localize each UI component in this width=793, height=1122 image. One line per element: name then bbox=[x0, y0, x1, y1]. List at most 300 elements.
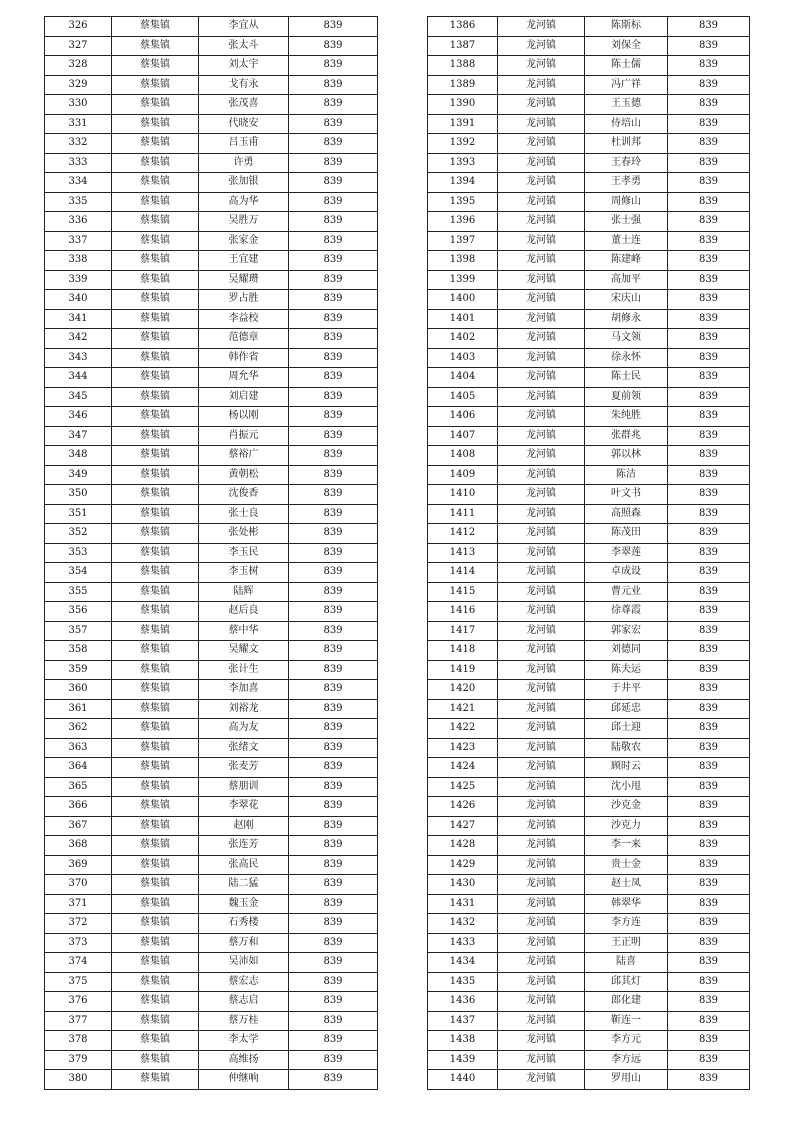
town-name-cell: 龙河镇 bbox=[498, 465, 585, 485]
table-row bbox=[428, 992, 750, 1012]
amount-cell: 839 bbox=[289, 192, 378, 212]
row-number-cell: 333 bbox=[45, 153, 112, 173]
person-name-cell: 李益校 bbox=[199, 309, 289, 329]
amount-cell: 839 bbox=[668, 738, 750, 758]
person-name-cell: 蔡万和 bbox=[199, 933, 289, 953]
town-name-cell: 龙河镇 bbox=[498, 407, 585, 427]
amount-cell: 839 bbox=[289, 777, 378, 797]
row-number-cell: 1437 bbox=[428, 1011, 498, 1031]
table-row bbox=[428, 504, 750, 524]
table-row bbox=[428, 231, 750, 251]
town-name-cell: 龙河镇 bbox=[498, 797, 585, 817]
row-number-cell: 1427 bbox=[428, 816, 498, 836]
person-name-cell: 张茂喜 bbox=[199, 95, 289, 115]
amount-cell: 839 bbox=[289, 95, 378, 115]
person-name-cell: 张高民 bbox=[199, 855, 289, 875]
amount-cell: 839 bbox=[289, 797, 378, 817]
row-number-cell: 380 bbox=[45, 1070, 112, 1090]
amount-cell: 839 bbox=[668, 719, 750, 739]
town-name-cell: 龙河镇 bbox=[498, 192, 585, 212]
amount-cell: 839 bbox=[289, 173, 378, 193]
table-row bbox=[45, 114, 378, 134]
town-name-cell: 蔡集镇 bbox=[112, 504, 199, 524]
table-row bbox=[45, 816, 378, 836]
town-name-cell: 蔡集镇 bbox=[112, 933, 199, 953]
row-number-cell: 358 bbox=[45, 641, 112, 661]
row-number-cell: 337 bbox=[45, 231, 112, 251]
table-row bbox=[45, 602, 378, 622]
person-name-cell: 于井平 bbox=[585, 680, 668, 700]
town-name-cell: 龙河镇 bbox=[498, 777, 585, 797]
row-number-cell: 341 bbox=[45, 309, 112, 329]
town-name-cell: 蔡集镇 bbox=[112, 582, 199, 602]
table-row bbox=[45, 368, 378, 388]
row-number-cell: 1422 bbox=[428, 719, 498, 739]
person-name-cell: 吴耀文 bbox=[199, 641, 289, 661]
amount-cell: 839 bbox=[289, 270, 378, 290]
row-number-cell: 1432 bbox=[428, 914, 498, 934]
person-name-cell: 王春玲 bbox=[585, 153, 668, 173]
person-name-cell: 罗占胜 bbox=[199, 290, 289, 310]
amount-cell: 839 bbox=[289, 329, 378, 349]
person-name-cell: 赵士凤 bbox=[585, 875, 668, 895]
amount-cell: 839 bbox=[289, 56, 378, 76]
table-row bbox=[428, 407, 750, 427]
town-name-cell: 龙河镇 bbox=[498, 524, 585, 544]
town-name-cell: 龙河镇 bbox=[498, 485, 585, 505]
table-row bbox=[428, 719, 750, 739]
row-number-cell: 1418 bbox=[428, 641, 498, 661]
table-row bbox=[428, 368, 750, 388]
table-row bbox=[45, 563, 378, 583]
table-row bbox=[428, 95, 750, 115]
town-name-cell: 龙河镇 bbox=[498, 621, 585, 641]
town-name-cell: 龙河镇 bbox=[498, 446, 585, 466]
table-row bbox=[45, 933, 378, 953]
row-number-cell: 1421 bbox=[428, 699, 498, 719]
town-name-cell: 蔡集镇 bbox=[112, 1011, 199, 1031]
person-name-cell: 蔡志启 bbox=[199, 992, 289, 1012]
person-name-cell: 郭家宏 bbox=[585, 621, 668, 641]
town-name-cell: 蔡集镇 bbox=[112, 797, 199, 817]
person-name-cell: 陈士民 bbox=[585, 368, 668, 388]
table-row bbox=[428, 134, 750, 154]
row-number-cell: 367 bbox=[45, 816, 112, 836]
table-row bbox=[428, 836, 750, 856]
table-row bbox=[45, 426, 378, 446]
table-row bbox=[45, 543, 378, 563]
row-number-cell: 346 bbox=[45, 407, 112, 427]
person-name-cell: 邱延忠 bbox=[585, 699, 668, 719]
person-name-cell: 肖振元 bbox=[199, 426, 289, 446]
town-name-cell: 龙河镇 bbox=[498, 816, 585, 836]
table-row bbox=[428, 17, 750, 37]
table-row bbox=[45, 875, 378, 895]
person-name-cell: 夏前领 bbox=[585, 387, 668, 407]
row-number-cell: 1411 bbox=[428, 504, 498, 524]
row-number-cell: 1420 bbox=[428, 680, 498, 700]
row-number-cell: 1407 bbox=[428, 426, 498, 446]
town-name-cell: 龙河镇 bbox=[498, 270, 585, 290]
table-row bbox=[428, 894, 750, 914]
amount-cell: 839 bbox=[668, 602, 750, 622]
person-name-cell: 陆敬农 bbox=[585, 738, 668, 758]
row-number-cell: 1416 bbox=[428, 602, 498, 622]
row-number-cell: 1391 bbox=[428, 114, 498, 134]
amount-cell: 839 bbox=[668, 329, 750, 349]
town-name-cell: 蔡集镇 bbox=[112, 348, 199, 368]
table-row bbox=[45, 36, 378, 56]
town-name-cell: 蔡集镇 bbox=[112, 329, 199, 349]
row-number-cell: 362 bbox=[45, 719, 112, 739]
amount-cell: 839 bbox=[668, 1031, 750, 1051]
town-name-cell: 龙河镇 bbox=[498, 972, 585, 992]
row-number-cell: 1417 bbox=[428, 621, 498, 641]
row-number-cell: 353 bbox=[45, 543, 112, 563]
town-name-cell: 龙河镇 bbox=[498, 114, 585, 134]
table-row bbox=[45, 855, 378, 875]
table-row bbox=[45, 680, 378, 700]
amount-cell: 839 bbox=[289, 660, 378, 680]
person-name-cell: 张绪文 bbox=[199, 738, 289, 758]
amount-cell: 839 bbox=[668, 173, 750, 193]
town-name-cell: 龙河镇 bbox=[498, 582, 585, 602]
row-number-cell: 331 bbox=[45, 114, 112, 134]
amount-cell: 839 bbox=[289, 251, 378, 271]
row-number-cell: 339 bbox=[45, 270, 112, 290]
row-number-cell: 1433 bbox=[428, 933, 498, 953]
town-name-cell: 蔡集镇 bbox=[112, 894, 199, 914]
table-row bbox=[428, 855, 750, 875]
row-number-cell: 1414 bbox=[428, 563, 498, 583]
amount-cell: 839 bbox=[289, 1031, 378, 1051]
person-name-cell: 魏玉金 bbox=[199, 894, 289, 914]
person-name-cell: 吴胜万 bbox=[199, 212, 289, 232]
person-name-cell: 蔡裕广 bbox=[199, 446, 289, 466]
person-name-cell: 邱士迎 bbox=[585, 719, 668, 739]
person-name-cell: 刘裕龙 bbox=[199, 699, 289, 719]
table-row bbox=[428, 465, 750, 485]
person-name-cell: 沙克金 bbox=[585, 797, 668, 817]
table-row bbox=[428, 914, 750, 934]
amount-cell: 839 bbox=[289, 543, 378, 563]
table-row bbox=[45, 329, 378, 349]
person-name-cell: 李方远 bbox=[585, 1050, 668, 1070]
row-number-cell: 376 bbox=[45, 992, 112, 1012]
table-row bbox=[45, 231, 378, 251]
table-row bbox=[428, 602, 750, 622]
row-number-cell: 1404 bbox=[428, 368, 498, 388]
row-number-cell: 344 bbox=[45, 368, 112, 388]
town-name-cell: 龙河镇 bbox=[498, 855, 585, 875]
person-name-cell: 吴沛如 bbox=[199, 953, 289, 973]
amount-cell: 839 bbox=[668, 446, 750, 466]
person-name-cell: 代晓安 bbox=[199, 114, 289, 134]
amount-cell: 839 bbox=[289, 75, 378, 95]
town-name-cell: 蔡集镇 bbox=[112, 680, 199, 700]
town-name-cell: 蔡集镇 bbox=[112, 738, 199, 758]
amount-cell: 839 bbox=[289, 212, 378, 232]
town-name-cell: 蔡集镇 bbox=[112, 953, 199, 973]
table-row bbox=[428, 1070, 750, 1090]
amount-cell: 839 bbox=[668, 816, 750, 836]
row-number-cell: 378 bbox=[45, 1031, 112, 1051]
row-number-cell: 1395 bbox=[428, 192, 498, 212]
table-row bbox=[428, 348, 750, 368]
amount-cell: 839 bbox=[668, 699, 750, 719]
person-name-cell: 李方元 bbox=[585, 1031, 668, 1051]
row-number-cell: 1386 bbox=[428, 17, 498, 37]
table-row bbox=[45, 407, 378, 427]
town-name-cell: 蔡集镇 bbox=[112, 95, 199, 115]
amount-cell: 839 bbox=[668, 992, 750, 1012]
table-row bbox=[45, 953, 378, 973]
town-name-cell: 蔡集镇 bbox=[112, 368, 199, 388]
town-name-cell: 蔡集镇 bbox=[112, 387, 199, 407]
table-row bbox=[45, 173, 378, 193]
row-number-cell: 1402 bbox=[428, 329, 498, 349]
amount-cell: 839 bbox=[668, 1011, 750, 1031]
person-name-cell: 杨以刚 bbox=[199, 407, 289, 427]
row-number-cell: 1438 bbox=[428, 1031, 498, 1051]
amount-cell: 839 bbox=[289, 231, 378, 251]
amount-cell: 839 bbox=[289, 524, 378, 544]
row-number-cell: 359 bbox=[45, 660, 112, 680]
amount-cell: 839 bbox=[668, 56, 750, 76]
person-name-cell: 董士连 bbox=[585, 231, 668, 251]
person-name-cell: 李玉民 bbox=[199, 543, 289, 563]
person-name-cell: 韩作省 bbox=[199, 348, 289, 368]
person-name-cell: 徐永怀 bbox=[585, 348, 668, 368]
town-name-cell: 蔡集镇 bbox=[112, 855, 199, 875]
person-name-cell: 靳连一 bbox=[585, 1011, 668, 1031]
amount-cell: 839 bbox=[668, 407, 750, 427]
town-name-cell: 蔡集镇 bbox=[112, 485, 199, 505]
town-name-cell: 蔡集镇 bbox=[112, 309, 199, 329]
town-name-cell: 蔡集镇 bbox=[112, 270, 199, 290]
row-number-cell: 1423 bbox=[428, 738, 498, 758]
town-name-cell: 蔡集镇 bbox=[112, 972, 199, 992]
row-number-cell: 363 bbox=[45, 738, 112, 758]
amount-cell: 839 bbox=[668, 426, 750, 446]
town-name-cell: 蔡集镇 bbox=[112, 758, 199, 778]
amount-cell: 839 bbox=[668, 290, 750, 310]
amount-cell: 839 bbox=[289, 446, 378, 466]
row-number-cell: 352 bbox=[45, 524, 112, 544]
person-name-cell: 高为华 bbox=[199, 192, 289, 212]
table-row bbox=[45, 738, 378, 758]
row-number-cell: 1426 bbox=[428, 797, 498, 817]
row-number-cell: 1440 bbox=[428, 1070, 498, 1090]
row-number-cell: 347 bbox=[45, 426, 112, 446]
town-name-cell: 蔡集镇 bbox=[112, 563, 199, 583]
person-name-cell: 吴耀瓒 bbox=[199, 270, 289, 290]
amount-cell: 839 bbox=[289, 290, 378, 310]
amount-cell: 839 bbox=[668, 465, 750, 485]
amount-cell: 839 bbox=[289, 1050, 378, 1070]
row-number-cell: 374 bbox=[45, 953, 112, 973]
person-name-cell: 蔡朋训 bbox=[199, 777, 289, 797]
town-name-cell: 蔡集镇 bbox=[112, 251, 199, 271]
town-name-cell: 龙河镇 bbox=[498, 231, 585, 251]
row-number-cell: 1403 bbox=[428, 348, 498, 368]
row-number-cell: 349 bbox=[45, 465, 112, 485]
person-name-cell: 冯广祥 bbox=[585, 75, 668, 95]
table-row bbox=[428, 387, 750, 407]
row-number-cell: 1396 bbox=[428, 212, 498, 232]
person-name-cell: 许勇 bbox=[199, 153, 289, 173]
amount-cell: 839 bbox=[289, 407, 378, 427]
row-number-cell: 328 bbox=[45, 56, 112, 76]
amount-cell: 839 bbox=[289, 972, 378, 992]
person-name-cell: 邱其灯 bbox=[585, 972, 668, 992]
amount-cell: 839 bbox=[289, 894, 378, 914]
amount-cell: 839 bbox=[289, 36, 378, 56]
table-row bbox=[45, 446, 378, 466]
table-body bbox=[428, 17, 750, 1090]
row-number-cell: 343 bbox=[45, 348, 112, 368]
person-name-cell: 张计生 bbox=[199, 660, 289, 680]
person-name-cell: 张群兆 bbox=[585, 426, 668, 446]
table-row bbox=[428, 329, 750, 349]
person-name-cell: 李翠花 bbox=[199, 797, 289, 817]
town-name-cell: 蔡集镇 bbox=[112, 992, 199, 1012]
row-number-cell: 369 bbox=[45, 855, 112, 875]
person-name-cell: 刘启建 bbox=[199, 387, 289, 407]
town-name-cell: 蔡集镇 bbox=[112, 914, 199, 934]
person-name-cell: 黄朝松 bbox=[199, 465, 289, 485]
person-name-cell: 张士强 bbox=[585, 212, 668, 232]
person-name-cell: 张士良 bbox=[199, 504, 289, 524]
amount-cell: 839 bbox=[668, 836, 750, 856]
row-number-cell: 379 bbox=[45, 1050, 112, 1070]
row-number-cell: 1392 bbox=[428, 134, 498, 154]
town-name-cell: 龙河镇 bbox=[498, 75, 585, 95]
person-name-cell: 蔡中华 bbox=[199, 621, 289, 641]
town-name-cell: 龙河镇 bbox=[498, 153, 585, 173]
amount-cell: 839 bbox=[289, 387, 378, 407]
table-row bbox=[45, 1031, 378, 1051]
amount-cell: 839 bbox=[289, 114, 378, 134]
person-name-cell: 高为友 bbox=[199, 719, 289, 739]
row-number-cell: 1387 bbox=[428, 36, 498, 56]
person-name-cell: 高维扬 bbox=[199, 1050, 289, 1070]
row-number-cell: 360 bbox=[45, 680, 112, 700]
table-row bbox=[428, 816, 750, 836]
person-name-cell: 陈夫运 bbox=[585, 660, 668, 680]
person-name-cell: 杜训邦 bbox=[585, 134, 668, 154]
amount-cell: 839 bbox=[668, 582, 750, 602]
amount-cell: 839 bbox=[668, 758, 750, 778]
person-name-cell: 沈俊香 bbox=[199, 485, 289, 505]
town-name-cell: 龙河镇 bbox=[498, 368, 585, 388]
table-row bbox=[45, 582, 378, 602]
row-number-cell: 1400 bbox=[428, 290, 498, 310]
person-name-cell: 戈有永 bbox=[199, 75, 289, 95]
person-name-cell: 陈士儒 bbox=[585, 56, 668, 76]
row-number-cell: 372 bbox=[45, 914, 112, 934]
amount-cell: 839 bbox=[668, 875, 750, 895]
person-name-cell: 罗用山 bbox=[585, 1070, 668, 1090]
row-number-cell: 1434 bbox=[428, 953, 498, 973]
town-name-cell: 蔡集镇 bbox=[112, 446, 199, 466]
table-row bbox=[428, 1031, 750, 1051]
person-name-cell: 王宜建 bbox=[199, 251, 289, 271]
table-row bbox=[428, 641, 750, 661]
person-name-cell: 张处彬 bbox=[199, 524, 289, 544]
row-number-cell: 332 bbox=[45, 134, 112, 154]
table-row bbox=[45, 348, 378, 368]
person-name-cell: 张麦芳 bbox=[199, 758, 289, 778]
row-number-cell: 334 bbox=[45, 173, 112, 193]
person-name-cell: 宋庆山 bbox=[585, 290, 668, 310]
row-number-cell: 365 bbox=[45, 777, 112, 797]
person-name-cell: 陆二猛 bbox=[199, 875, 289, 895]
person-name-cell: 李加喜 bbox=[199, 680, 289, 700]
person-name-cell: 张太斗 bbox=[199, 36, 289, 56]
town-name-cell: 龙河镇 bbox=[498, 504, 585, 524]
table-row bbox=[428, 875, 750, 895]
row-number-cell: 1428 bbox=[428, 836, 498, 856]
amount-cell: 839 bbox=[668, 309, 750, 329]
table-row bbox=[45, 836, 378, 856]
person-name-cell: 侍培山 bbox=[585, 114, 668, 134]
row-number-cell: 1409 bbox=[428, 465, 498, 485]
town-name-cell: 蔡集镇 bbox=[112, 465, 199, 485]
row-number-cell: 1390 bbox=[428, 95, 498, 115]
table-row bbox=[428, 56, 750, 76]
table-row bbox=[45, 1011, 378, 1031]
amount-cell: 839 bbox=[289, 1070, 378, 1090]
row-number-cell: 335 bbox=[45, 192, 112, 212]
row-number-cell: 366 bbox=[45, 797, 112, 817]
table-row bbox=[428, 173, 750, 193]
row-number-cell: 1419 bbox=[428, 660, 498, 680]
amount-cell: 839 bbox=[289, 621, 378, 641]
amount-cell: 839 bbox=[289, 875, 378, 895]
amount-cell: 839 bbox=[668, 641, 750, 661]
town-name-cell: 蔡集镇 bbox=[112, 134, 199, 154]
table-row bbox=[45, 17, 378, 37]
row-number-cell: 1430 bbox=[428, 875, 498, 895]
town-name-cell: 龙河镇 bbox=[498, 933, 585, 953]
row-number-cell: 1406 bbox=[428, 407, 498, 427]
row-number-cell: 375 bbox=[45, 972, 112, 992]
person-name-cell: 蔡万桂 bbox=[199, 1011, 289, 1031]
table-row bbox=[45, 972, 378, 992]
amount-cell: 839 bbox=[668, 36, 750, 56]
person-name-cell: 胡修永 bbox=[585, 309, 668, 329]
amount-cell: 839 bbox=[289, 836, 378, 856]
table-row bbox=[45, 465, 378, 485]
table-row bbox=[428, 75, 750, 95]
row-number-cell: 355 bbox=[45, 582, 112, 602]
amount-cell: 839 bbox=[668, 212, 750, 232]
town-name-cell: 蔡集镇 bbox=[112, 543, 199, 563]
amount-cell: 839 bbox=[289, 426, 378, 446]
person-name-cell: 陈茂田 bbox=[585, 524, 668, 544]
town-name-cell: 龙河镇 bbox=[498, 1031, 585, 1051]
row-number-cell: 354 bbox=[45, 563, 112, 583]
row-number-cell: 1439 bbox=[428, 1050, 498, 1070]
table-row bbox=[45, 621, 378, 641]
town-name-cell: 蔡集镇 bbox=[112, 290, 199, 310]
person-name-cell: 马文领 bbox=[585, 329, 668, 349]
town-name-cell: 蔡集镇 bbox=[112, 1050, 199, 1070]
town-name-cell: 蔡集镇 bbox=[112, 173, 199, 193]
amount-cell: 839 bbox=[289, 153, 378, 173]
town-name-cell: 蔡集镇 bbox=[112, 641, 199, 661]
